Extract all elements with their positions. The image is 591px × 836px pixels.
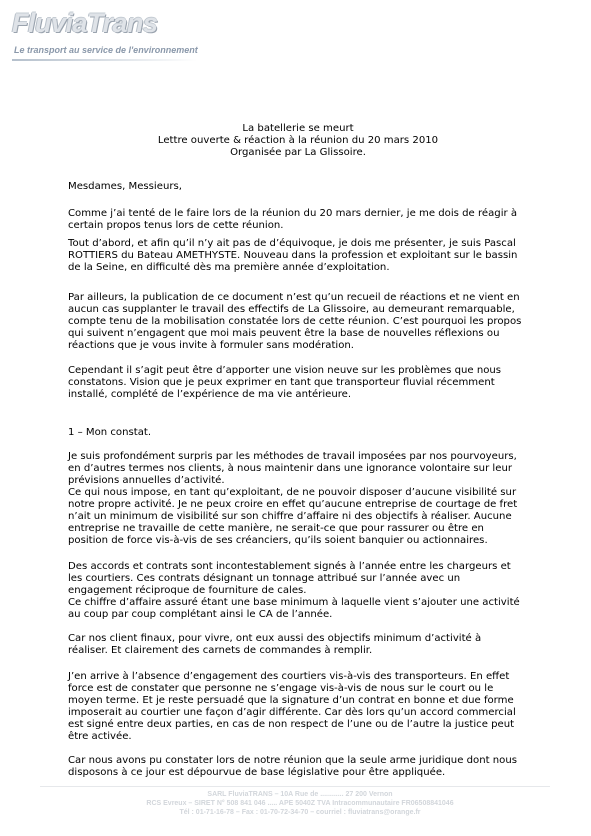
paragraph-line: au coup par coup complétant ainsi le CA de l’année. — [68, 609, 333, 620]
paragraph-line: compte tenu de la mobilisation constatée lors de cette réunion. C’est pourquoi les propos — [68, 316, 522, 327]
paragraph-line: Ce qui nous impose, en tant qu’exploitant, de ne pouvoir disposer d’aucune visibilité sur — [68, 487, 517, 498]
paragraph-line: Ce chiffre d’affaire assuré étant une base minimum à laquelle vient s’ajouter une activité — [68, 597, 520, 608]
paragraph-line: être activée. — [68, 731, 132, 742]
paragraph-line: réaliser. Et clairement des carnets de commandes à remplir. — [68, 645, 373, 656]
paragraph-line: certain propos tenus lors de cette réunion. — [68, 220, 284, 231]
paragraph-line: de la Seine, en difficulté dès ma première année d’exploitation. — [68, 262, 390, 273]
company-logo: FluviaTrans — [12, 8, 158, 38]
paragraph-line: en d’autres termes nos clients, à nous maintenir dans une ignorance volontaire sur leur — [68, 463, 512, 474]
tagline-divider — [12, 59, 197, 61]
greeting — [68, 181, 528, 193]
title-line-3: Organisée par La Glissoire. — [230, 147, 366, 158]
paragraph-line: Tout d’abord, et afin qu’il n’y ait pas de d’équivoque, je dois me présenter, je suis Pascal — [68, 238, 516, 249]
paragraph — [68, 208, 528, 232]
paragraph-line: les courtiers. Ces contrats désignant un tonnage attribué sur l’année avec un — [68, 573, 461, 584]
company-tagline: Le transport au service de l'environnement — [14, 45, 198, 55]
title-line-2: Lettre ouverte & réaction à la réunion du 20 mars 2010 — [157, 135, 439, 146]
paragraph-line: Car nos client finaux, pour vivre, ont eux aussi des objectifs minimum d’activité à — [68, 633, 482, 644]
paragraph-line: 1 – Mon constat. — [68, 427, 152, 438]
paragraph — [68, 633, 528, 657]
paragraph-line: disposons à ce jour est dépourvue de base législative pour être appliquée. — [68, 767, 446, 778]
paragraph-line: Cependant il s’agit peut être d’apporter une vision neuve sur les problèmes que nous — [68, 365, 502, 376]
paragraph-line: J’en arrive à l’absence d’engagement des courtiers vis-à-vis des transporteurs. En effet — [68, 671, 510, 682]
paragraph-line: Je suis profondément surpris par les méthodes de travail imposées par nos pourvoyeurs, — [68, 451, 517, 462]
paragraph — [68, 671, 528, 743]
letter-title — [68, 123, 528, 159]
paragraph-line: moyen terme. Et je reste persuadé que la signature d’un contrat en bonne et due forme — [68, 695, 514, 706]
footer-line-1: SARL FluviaTRANS – 10A Rue de ............ 27 200 Vernon — [207, 791, 393, 798]
paragraph-line: position de force vis-à-vis de ses créanciers, qu’ils soient banquier ou actionnaires. — [68, 535, 488, 546]
paragraph — [68, 561, 528, 621]
footer-line-3: Tél : 01-71-16-78 – Fax : 01-70-72-34-70 – courriel : fluviatrans@orange.fr — [179, 809, 421, 816]
paragraph-line: installé, complété de l’expérience de ma vie antérieure. — [68, 389, 352, 400]
paragraph-line: ROTTIERS du Bateau AMETHYSTE. Nouveau dans la profession et exploitant sur le bassin — [68, 250, 518, 261]
paragraph-line: qui suivent n’engagent que moi mais peuvent être la base de nouvelles réflexions ou — [68, 328, 500, 339]
paragraph — [68, 427, 528, 439]
title-line-1: La batellerie se meurt — [242, 123, 354, 134]
paragraph-line: Car nous avons pu constater lors de notre réunion que la seule arme juridique dont nous — [68, 755, 517, 766]
company-footer — [80, 790, 520, 817]
paragraph — [68, 451, 528, 547]
paragraph — [68, 755, 528, 779]
footer-divider — [40, 786, 550, 787]
paragraph — [68, 365, 528, 401]
paragraph-line: est signé entre deux parties, en cas de non respect de l’une ou de l’autre la justice peut — [68, 719, 515, 730]
paragraph-line: n’ait un minimum de visibilité sur son chiffre d’affaire ni des objectifs à réaliser. Aucune — [68, 511, 512, 522]
paragraph — [68, 238, 528, 274]
footer-line-2: RCS Evreux – SIRET N° 508 841 046 ..... APE 5040Z TVA Intracommunautaire FR06508841046 — [146, 800, 454, 807]
paragraph-line: notre propre activité. Je ne peux croire en effet qu’aucune entreprise de courtage de fret — [68, 499, 518, 510]
paragraph-line: réactions que je vous invite à formuler sans modération. — [68, 340, 355, 351]
paragraph-line: force est de constater que personne ne s’engage vis-à-vis de nous sur le court ou le — [68, 683, 494, 694]
paragraph-line: aucun cas supplanter le travail des effectifs de La Glissoire, au demeurant remarquable, — [68, 304, 515, 315]
paragraph-line: imposerait au courtier une façon d’agir différente. Car dès lors qu’un accord commercial — [68, 707, 516, 718]
paragraph-line: constatons. Vision que je peux exprimer en tant que transporteur fluvial récemment — [68, 377, 495, 388]
paragraph-line: Comme j’ai tenté de le faire lors de la réunion du 20 mars dernier, je me dois de réagir à — [68, 208, 518, 219]
paragraph — [68, 292, 528, 352]
paragraph-line: Par ailleurs, la publication de ce document n’est qu’un recueil de réactions et ne vient en — [68, 292, 520, 303]
paragraph-line: Des accords et contrats sont incontestablement signés à l’année entre les chargeurs et — [68, 561, 511, 572]
paragraph-line: prévisions annuelles d’activité. — [68, 475, 225, 486]
paragraph-line: entreprise ne travaille de cette manière, ne serait-ce que pour rassurer ou être en — [68, 523, 484, 534]
greeting-text: Mesdames, Messieurs, — [68, 181, 182, 192]
paragraph-line: engagement réciproque de fourniture de cales. — [68, 585, 307, 596]
